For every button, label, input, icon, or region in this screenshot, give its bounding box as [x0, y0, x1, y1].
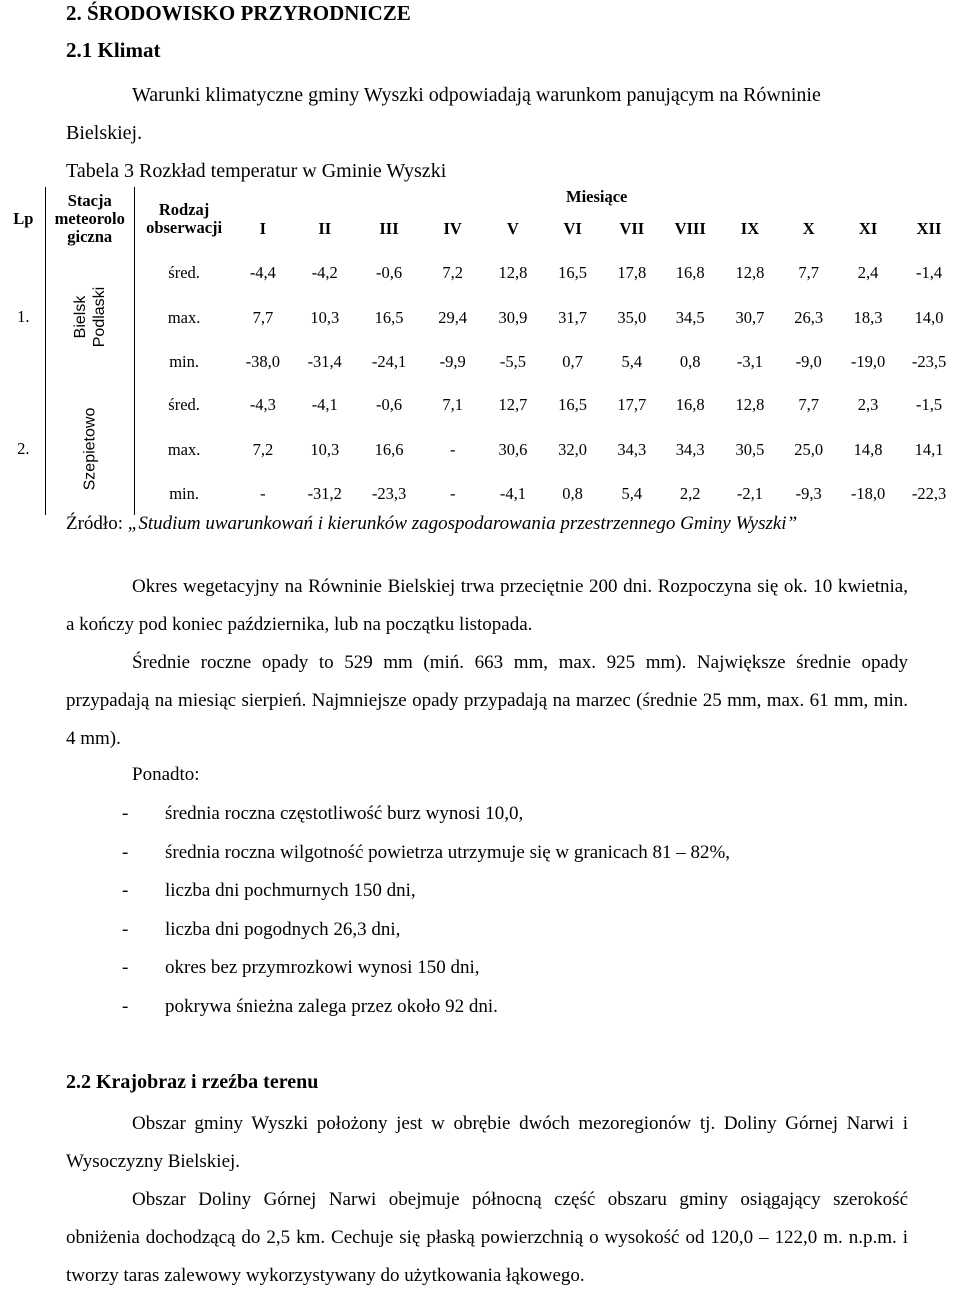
temperature-value: -3,1	[736, 352, 764, 371]
station-name-line: Szepietowo	[81, 407, 99, 491]
temperature-value: 16,6	[374, 440, 404, 459]
temperature-value: -4,4	[249, 263, 276, 282]
table-row	[2, 427, 960, 473]
temperature-value: 12,8	[735, 263, 765, 282]
header-lp: Lp	[13, 209, 34, 228]
list-bullet: -	[122, 841, 129, 863]
station-name-text	[80, 408, 99, 491]
temperature-value: -31,4	[307, 352, 342, 371]
temperature-value: 2,3	[857, 395, 879, 414]
row-lp: 1.	[17, 307, 30, 326]
temperature-value: 7,2	[252, 440, 274, 459]
temperature-value: -24,1	[371, 352, 407, 371]
temperature-value: 10,3	[310, 440, 340, 459]
temperature-value: 35,0	[617, 308, 647, 327]
station-name-line: Bielsk	[71, 295, 89, 339]
temperature-value: 12,8	[498, 263, 528, 282]
temperature-value: -	[260, 484, 266, 503]
temperature-value: -2,1	[736, 484, 764, 503]
temperature-value: 5,4	[621, 352, 643, 371]
source-prefix: Źródło:	[66, 513, 128, 534]
observation-type: max.	[134, 427, 233, 473]
intro-line-1: Warunki klimatyczne gminy Wyszki odpowiadają warunkom panującym na Równinie	[132, 84, 821, 106]
month-header: VI	[563, 219, 582, 238]
temperature-value: 12,8	[735, 395, 765, 414]
month-header: VIII	[674, 219, 706, 238]
list-item: pokrywa śnieżna zalega przez około 92 dni.	[165, 996, 498, 1017]
temperature-value: 34,3	[617, 440, 647, 459]
temperature-value: 34,3	[675, 440, 705, 459]
table-row	[2, 295, 960, 341]
temperature-value: 30,7	[735, 308, 765, 327]
temperature-value: 30,9	[498, 308, 528, 327]
subsection-heading-relief: 2.2 Krajobraz i rzeźba terenu	[66, 1071, 319, 1093]
temperature-value: -23,3	[371, 484, 407, 503]
list-item: średnia roczna częstotliwość burz wynosi 10,0,	[165, 803, 524, 824]
temperature-value: 7,1	[442, 395, 463, 414]
header-station-line2: meteorolo	[54, 209, 125, 228]
temperature-value: 7,2	[442, 263, 463, 282]
temperature-value: 2,4	[857, 263, 879, 282]
temperature-value: 26,3	[794, 308, 824, 327]
temperature-value: 29,4	[438, 308, 468, 327]
temperature-value: -18,0	[850, 484, 886, 503]
temperature-value: -5,5	[499, 352, 526, 371]
temperature-value: 25,0	[794, 440, 824, 459]
month-header: XII	[916, 219, 942, 238]
list-bullet: -	[122, 803, 129, 824]
temperature-value: 5,4	[621, 484, 643, 503]
header-observation-line2: obserwacji	[146, 218, 223, 237]
paragraph-relief-2: Obszar Doliny Górnej Narwi obejmuje północną część obszaru gminy osiągający szerokość obniżenia dochodzącą do 2,5 km. Cechuje się płaską powierzchnią o wysokość od 120,0 – 122,0 m. n.p.m. i tworzy taras zalewowy wykorzystywany do użytkowania łąkowego.	[66, 1189, 908, 1286]
table-caption: Tabela 3 Rozkład temperatur w Gminie Wyszki	[66, 160, 447, 182]
temperature-value: -19,0	[850, 352, 886, 371]
temperature-value: 30,6	[498, 440, 528, 459]
station-rows	[2, 251, 960, 515]
temperature-value: 2,2	[679, 484, 701, 503]
observation-type: max.	[134, 295, 233, 341]
temperature-value: -22,3	[911, 484, 947, 503]
header-observation	[134, 187, 233, 251]
station-name-line: Podlaski	[90, 286, 108, 348]
month-header: X	[802, 219, 815, 238]
list-bullet: -	[122, 996, 129, 1017]
observation-type: śred.	[134, 383, 233, 427]
list-bullet: -	[122, 918, 129, 940]
month-header: VII	[619, 219, 645, 238]
temperature-value: -1,5	[915, 395, 943, 414]
header-station-line1: Stacja	[67, 191, 112, 210]
station-name	[45, 251, 134, 383]
temperature-value: 31,7	[558, 308, 588, 327]
month-header: II	[318, 219, 332, 238]
temperature-value: 7,7	[252, 308, 274, 327]
list-item: średnia roczna wilgotność powietrza utrzymuje się w granicach 81 – 82%,	[165, 841, 731, 863]
station-name	[45, 383, 134, 515]
subsection-heading-klimat: 2.1 Klimat	[66, 38, 161, 62]
temperature-value: -38,0	[245, 352, 281, 371]
table-row	[2, 473, 960, 515]
section-heading: 2. ŚRODOWISKO PRZYRODNICZE	[66, 1, 411, 25]
temperature-value: -9,3	[795, 484, 822, 503]
table-row	[2, 383, 960, 427]
temperature-value: 10,3	[310, 308, 340, 327]
observation-type: min.	[134, 473, 233, 515]
temperature-value: 7,7	[798, 263, 820, 282]
month-header: I	[259, 219, 267, 238]
temperature-value: 16,5	[558, 263, 588, 282]
temperature-value: 14,1	[914, 440, 944, 459]
temperature-value: -1,4	[915, 263, 943, 282]
temperature-value: -4,3	[249, 395, 276, 414]
temperature-value: 30,5	[735, 440, 765, 459]
paragraph-precipitation: Średnie roczne opady to 529 mm (miń. 663 mm, max. 925 mm). Największe średnie opady przypadają na miesiąc sierpień. Najmniejsze opady przypadają na marzec (średnie 25 mm, max. 61 mm, min. 4 mm).	[66, 652, 908, 749]
observation-type: śred.	[134, 251, 233, 295]
header-station	[45, 187, 134, 251]
temperature-value: 16,5	[558, 395, 588, 414]
temperature-value: 32,0	[558, 440, 588, 459]
temperature-value: 16,8	[675, 263, 705, 282]
temperature-value: -	[449, 440, 456, 459]
paragraph-vegetation: Okres wegetacyjny na Równinie Bielskiej trwa przeciętnie 200 dni. Rozpoczyna się ok. 10 kwietnia, a kończy pod koniec października, lub na początku listopada.	[66, 576, 908, 635]
temperature-value: 14,8	[853, 440, 883, 459]
temperature-value: 0,7	[562, 352, 583, 371]
ponadto-label: Ponadto:	[132, 764, 200, 785]
station-name-text	[71, 287, 109, 347]
temperature-value: -4,1	[499, 484, 526, 503]
intro-line-2: Bielskiej.	[66, 122, 143, 144]
month-header: III	[379, 219, 399, 238]
month-header: IV	[443, 219, 462, 238]
temperature-value: -9,0	[795, 352, 822, 371]
month-header: IX	[740, 219, 760, 238]
temperature-value: 34,5	[675, 308, 705, 327]
temperature-table	[2, 187, 960, 515]
temperature-value: 0,8	[679, 352, 701, 371]
temperature-value: 7,7	[798, 395, 820, 414]
temperature-value: 16,5	[374, 308, 404, 327]
table-row	[2, 251, 960, 295]
temperature-value: 12,7	[498, 395, 528, 414]
header-months: Miesiące	[566, 187, 628, 206]
row-lp: 2.	[17, 439, 30, 458]
temperature-value: -31,2	[307, 484, 342, 503]
temperature-value: 0,8	[562, 484, 583, 503]
source-title: „Studium uwarunkowań i kierunków zagospodarowania przestrzennego Gminy Wyszki”	[127, 513, 798, 534]
list-item: liczba dni pochmurnych 150 dni,	[165, 880, 416, 902]
temperature-value: 14,0	[914, 308, 944, 327]
header-station-line3: giczna	[67, 227, 113, 246]
month-header: V	[506, 219, 519, 238]
table-source	[66, 513, 797, 535]
temperature-value: -23,5	[911, 352, 947, 371]
temperature-value: 16,8	[675, 395, 705, 414]
list-bullet: -	[122, 880, 129, 902]
temperature-value: -0,6	[375, 263, 403, 282]
temperature-value: -4,2	[311, 263, 338, 282]
paragraph-relief-1: Obszar gminy Wyszki położony jest w obrębie dwóch mezoregionów tj. Doliny Górnej Narwi i Wysoczyzny Bielskiej.	[66, 1113, 908, 1172]
temperature-value: -9,9	[439, 352, 466, 371]
temperature-value: -0,6	[375, 395, 403, 414]
observation-type: min.	[134, 341, 233, 383]
table-row	[2, 341, 960, 383]
month-header: XI	[858, 219, 878, 238]
temperature-value: 17,7	[617, 395, 647, 414]
list-item: liczba dni pogodnych 26,3 dni,	[165, 918, 401, 940]
header-observation-line1: Rodzaj	[158, 200, 210, 219]
temperature-value: -	[449, 484, 456, 503]
list-item: okres bez przymrozkowi wynosi 150 dni,	[165, 957, 480, 979]
temperature-value: -4,1	[311, 395, 338, 414]
temperature-value: 17,8	[617, 263, 647, 282]
list-bullet: -	[122, 957, 129, 979]
temperature-value: 18,3	[853, 308, 883, 327]
